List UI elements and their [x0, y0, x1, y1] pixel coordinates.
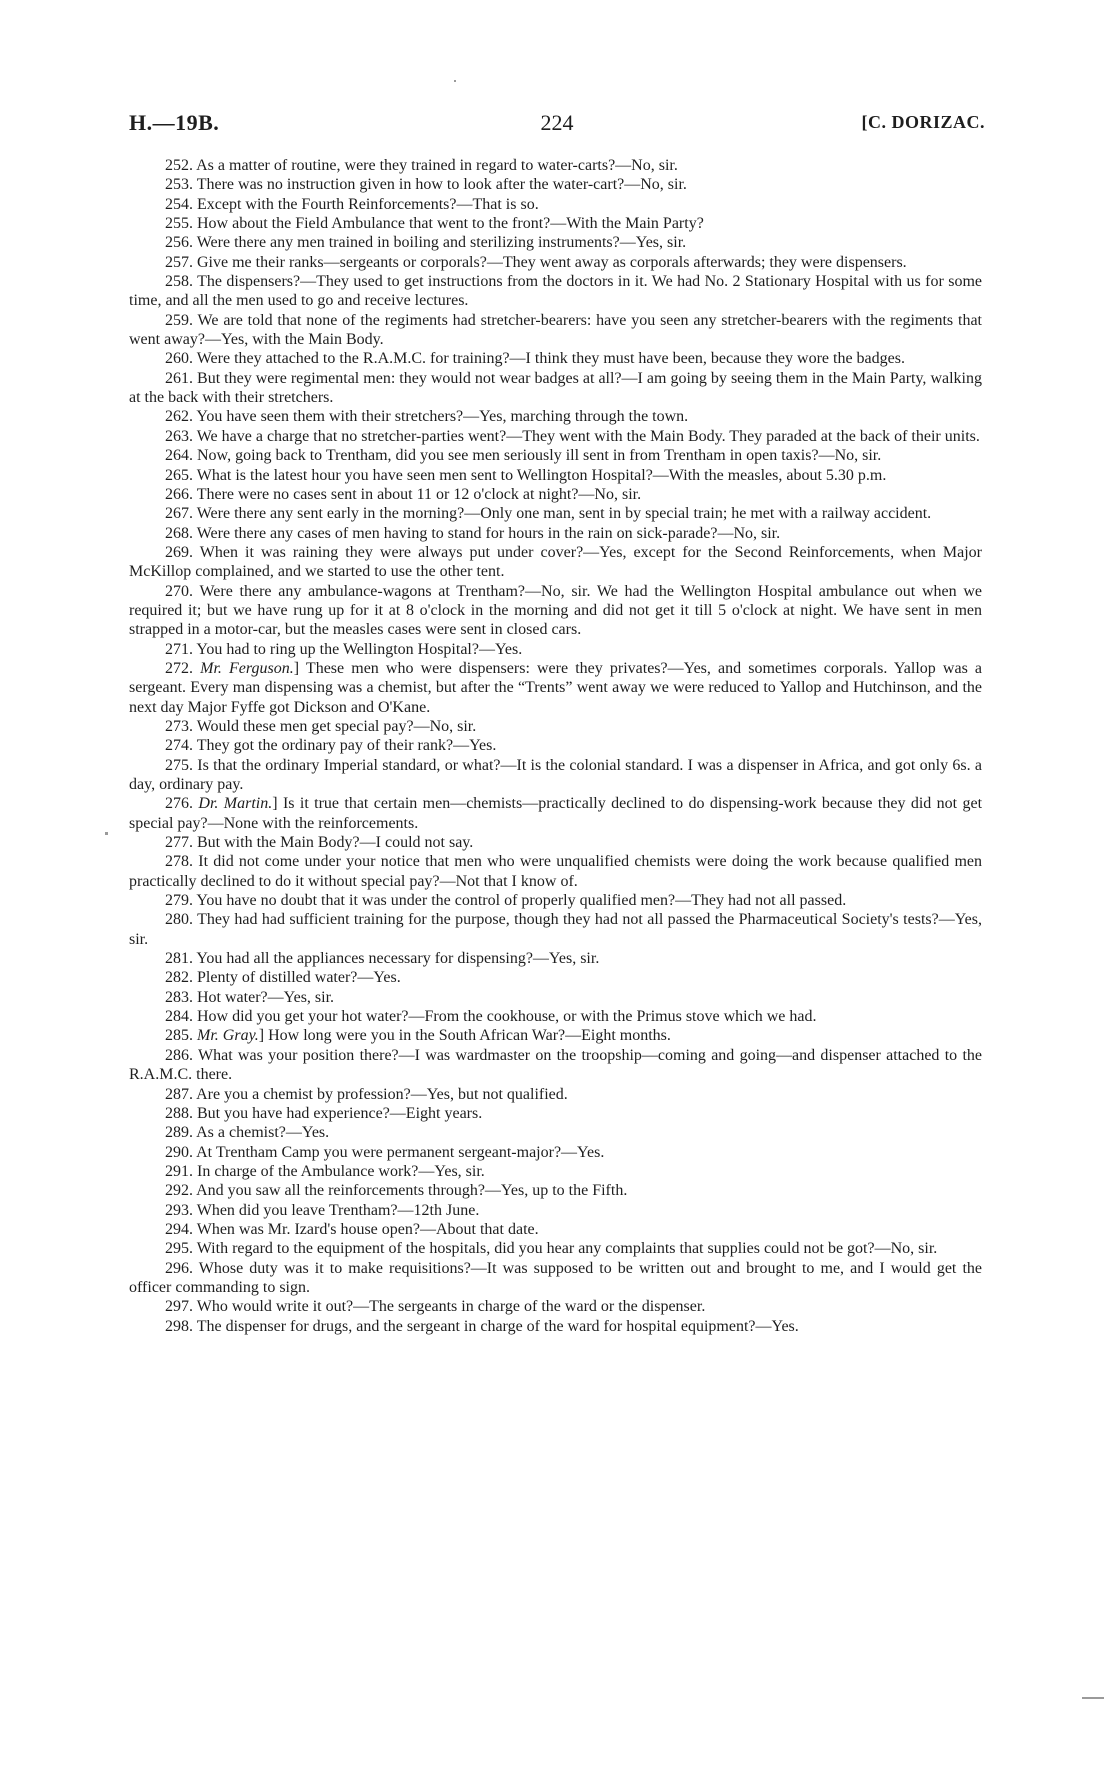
testimony-paragraph: [129, 524, 982, 543]
question-answer-text: Are you a chemist by profession?—Yes, but not qualified.: [193, 1085, 568, 1103]
testimony-paragraph: [129, 1123, 982, 1142]
testimony-paragraph: [129, 311, 982, 350]
question-number: 262.: [165, 408, 193, 426]
question-answer-text: Would these men get special pay?—No, sir.: [193, 717, 477, 735]
question-answer-text: When did you leave Trentham?—12th June.: [193, 1201, 480, 1219]
question-number: 290.: [165, 1143, 193, 1161]
question-number: 281.: [165, 950, 193, 968]
testimony-paragraph: [129, 1259, 982, 1298]
question-number: 286.: [165, 1046, 193, 1064]
question-answer-text: You had all the appliances necessary for dispensing?—Yes, sir.: [193, 950, 600, 968]
testimony-paragraph: [129, 1317, 982, 1336]
testimony-paragraph: [129, 891, 982, 910]
question-answer-text: You have no doubt that it was under the control of properly qualified men?—They had not all passed.: [193, 892, 847, 910]
question-number: 277.: [165, 834, 193, 852]
testimony-paragraph: [129, 1297, 982, 1316]
testimony-paragraph: [129, 1007, 982, 1026]
testimony-paragraph: [129, 833, 982, 852]
question-answer-text: Except with the Fourth Reinforcements?—That is so.: [193, 195, 539, 213]
speaker-name: Mr. Ferguson.: [200, 659, 294, 677]
question-number: 279.: [165, 892, 193, 910]
question-answer-text: What was your position there?—I was wardmaster on the troopship—coming and going—and dispenser attached to the R.A.M.C. there.: [129, 1046, 982, 1084]
testimony-paragraph: [129, 272, 982, 311]
question-number: 292.: [165, 1182, 193, 1200]
testimony-paragraph: [129, 369, 982, 408]
testimony-paragraph: [129, 195, 982, 214]
question-number: 264.: [165, 447, 193, 465]
question-answer-text: What is the latest hour you have seen men sent to Wellington Hospital?—With the measles, about 5.30 p.m.: [193, 466, 887, 484]
question-answer-text: You have seen them with their stretchers?—Yes, marching through the town.: [193, 408, 689, 426]
testimony-paragraph: [129, 543, 982, 582]
question-answer-text: They had had sufficient training for the purpose, though they had not all passed the Pharmaceutical Society's tests?—Yes, sir.: [129, 911, 982, 948]
question-answer-text: Give me their ranks—sergeants or corporals?—They went away as corporals afterwards; they were dispensers.: [193, 253, 907, 271]
question-answer-text: Were there any sent early in the morning?—Only one man, sent in by special train; he met with a railway accident.: [193, 505, 932, 523]
question-number: 272.: [165, 659, 193, 677]
question-number: 255.: [165, 215, 193, 233]
question-number: 257.: [165, 253, 193, 271]
question-number: 295.: [165, 1240, 193, 1258]
scan-artifact-dash: [1082, 1697, 1104, 1699]
question-number: 282.: [165, 969, 193, 987]
testimony-paragraph: [129, 640, 982, 659]
question-answer-text: ] These men who were dispensers: were they privates?—Yes, and sometimes corporals. Yallop was a sergeant. Every man dispensing was a chemist, but after the “Trents” went away we were reduced to Yallop and Hutchinson, and the next day Major Fyffe got Dickson and O'Kane.: [129, 659, 983, 716]
question-number: 254.: [165, 195, 193, 213]
testimony-paragraph: [129, 253, 982, 272]
testimony-paragraph: [129, 485, 982, 504]
testimony-paragraph: [129, 1026, 982, 1045]
question-number: 266.: [165, 485, 193, 503]
question-answer-text: The dispenser for drugs, and the sergeant in charge of the ward for hospital equipment?—Yes.: [193, 1317, 799, 1335]
testimony-paragraph: [129, 156, 982, 175]
question-answer-text: When it was raining they were always put under cover?—Yes, except for the Second Reinforcements, when Major McKillop complained, and we started to use the other tent.: [129, 543, 982, 581]
question-number: 252.: [165, 157, 193, 174]
testimony-paragraph: [129, 659, 982, 717]
question-number: 275.: [165, 756, 193, 774]
testimony-paragraph: [129, 968, 982, 987]
question-number: 256.: [165, 234, 193, 252]
testimony-paragraph: [129, 756, 982, 795]
question-answer-text: ] How long were you in the South African War?—Eight months.: [258, 1027, 671, 1045]
question-answer-text: You had to ring up the Wellington Hospital?—Yes.: [193, 640, 523, 658]
page-header: [129, 110, 985, 140]
testimony-paragraph: [129, 214, 982, 233]
question-number: 258.: [165, 273, 193, 291]
question-answer-text: As a chemist?—Yes.: [193, 1124, 330, 1142]
question-number: 287.: [165, 1085, 193, 1103]
document-reference: H.—19B.: [129, 110, 220, 135]
scan-artifact-dot: [454, 80, 456, 82]
testimony-paragraph: [129, 1162, 982, 1181]
question-answer-text: When was Mr. Izard's house open?—About that date.: [193, 1220, 539, 1238]
question-number: 280.: [165, 911, 193, 929]
testimony-paragraph: [129, 1046, 982, 1085]
question-number: 298.: [165, 1317, 193, 1335]
question-number: 278.: [165, 853, 193, 871]
question-answer-text: Is that the ordinary Imperial standard, or what?—It is the colonial standard. I was a dispenser in Africa, and got only 6s. a day, ordinary pay.: [129, 756, 982, 793]
testimony-paragraph: [129, 1239, 982, 1258]
question-number: 267.: [165, 505, 193, 523]
question-answer-text: Were there any ambulance-wagons at Trentham?—No, sir. We had the Wellington Hospital ambulance out when we required it; but we have rung up for it at 8 o'clock in the morning and did not get it till 5 o'clock at night. We have sent in men strapped in a motor-car, but the measles cases were sent in closed cars.: [129, 582, 982, 639]
question-answer-text: Hot water?—Yes, sir.: [193, 988, 335, 1006]
question-number: 283.: [165, 988, 193, 1006]
testimony-paragraph: [129, 736, 982, 755]
question-answer-text: They got the ordinary pay of their rank?—Yes.: [193, 737, 497, 755]
question-number: 253.: [165, 176, 193, 194]
question-answer-text: Now, going back to Trentham, did you see men seriously ill sent in from Trentham in open taxis?—No, sir.: [193, 447, 882, 465]
scan-artifact-dot: [105, 832, 108, 835]
testimony-paragraph: [129, 407, 982, 426]
question-number: 289.: [165, 1124, 193, 1142]
question-number: 294.: [165, 1220, 193, 1238]
question-answer-text: But they were regimental men: they would not wear badges at all?—I am going by seeing them in the Main Party, walking at the back with their stretchers.: [129, 369, 982, 407]
testimony-paragraph: [129, 1085, 982, 1104]
question-answer-text: With regard to the equipment of the hospitals, did you hear any complaints that supplies could not be got?—No, sir.: [193, 1240, 938, 1258]
testimony-paragraph: [129, 175, 982, 194]
testimony-paragraph: [129, 717, 982, 736]
question-number: 261.: [165, 369, 193, 387]
question-answer-text: How did you get your hot water?—From the cookhouse, or with the Primus stove which we had.: [193, 1008, 817, 1026]
question-answer-text: It did not come under your notice that men who were unqualified chemists were doing the work because qualified men practically declined to do it without special pay?—Not that I know of.: [129, 853, 982, 890]
question-answer-text: Were there any cases of men having to stand for hours in the rain on sick-parade?—No, sir.: [193, 524, 781, 542]
question-answer-text: Who would write it out?—The sergeants in charge of the ward or the dispenser.: [193, 1298, 706, 1316]
question-answer-text: But you have had experience?—Eight years.: [193, 1104, 483, 1122]
testimony-body: [129, 156, 982, 1336]
question-number: 263.: [165, 427, 193, 445]
question-answer-text: Plenty of distilled water?—Yes.: [193, 969, 401, 987]
question-number: 268.: [165, 524, 193, 542]
testimony-paragraph: [129, 794, 982, 833]
question-number: 259.: [165, 311, 193, 329]
question-number: 271.: [165, 640, 193, 658]
question-number: 273.: [165, 717, 193, 735]
testimony-paragraph: [129, 1143, 982, 1162]
question-answer-text: Whose duty was it to make requisitions?—It was supposed to be written out and brought to me, and I would get the officer commanding to sign.: [129, 1259, 982, 1296]
question-answer-text: At Trentham Camp you were permanent sergeant-major?—Yes.: [193, 1143, 605, 1161]
question-number: 288.: [165, 1104, 193, 1122]
question-answer-text: Were there any men trained in boiling and sterilizing instruments?—Yes, sir.: [193, 234, 687, 252]
question-answer-text: There were no cases sent in about 11 or 12 o'clock at night?—No, sir.: [193, 485, 642, 503]
question-answer-text: ] Is it true that certain men—chemists—practically declined to do dispensing-work because they did not get special pay?—None with the reinforcements.: [129, 795, 983, 832]
question-answer-text: We have a charge that no stretcher-parties went?—They went with the Main Body. They paraded at the back of their units.: [193, 427, 980, 445]
question-number: 270.: [165, 582, 193, 600]
question-number: 293.: [165, 1201, 193, 1219]
question-answer-text: Were they attached to the R.A.M.C. for training?—I think they must have been, because they wore the badges.: [193, 350, 905, 368]
question-number: 260.: [165, 350, 193, 368]
question-number: 269.: [165, 543, 193, 561]
testimony-paragraph: [129, 446, 982, 465]
question-number: 285.: [165, 1027, 193, 1045]
witness-name: [C. DORIZAC.: [861, 112, 985, 132]
testimony-paragraph: [129, 910, 982, 949]
question-answer-text: But with the Main Body?—I could not say.: [193, 834, 474, 852]
question-answer-text: And you saw all the reinforcements through?—Yes, up to the Fifth.: [193, 1182, 628, 1200]
speaker-name: Dr. Martin.: [198, 795, 273, 813]
question-answer-text: We are told that none of the regiments had stretcher-bearers: have you seen any stretcher-bearers with the regiments that went away?—Yes, with the Main Body.: [129, 311, 982, 349]
question-number: 274.: [165, 737, 193, 755]
question-number: 297.: [165, 1298, 193, 1316]
testimony-paragraph: [129, 988, 982, 1007]
testimony-paragraph: [129, 852, 982, 891]
testimony-paragraph: [129, 1201, 982, 1220]
speaker-name: Mr. Gray.: [197, 1027, 259, 1045]
question-number: 296.: [165, 1259, 193, 1277]
question-number: 276.: [165, 795, 193, 813]
question-answer-text: The dispensers?—They used to get instructions from the doctors in it. We had No. 2 Stationary Hospital with us for some time, and all the men used to go and receive lectures.: [129, 273, 982, 310]
testimony-paragraph: [129, 233, 982, 252]
testimony-paragraph: [129, 1104, 982, 1123]
question-answer-text: How about the Field Ambulance that went to the front?—With the Main Party?: [193, 215, 704, 233]
question-answer-text: There was no instruction given in how to look after the water-cart?—No, sir.: [193, 176, 687, 194]
testimony-paragraph: [129, 504, 982, 523]
question-answer-text: In charge of the Ambulance work?—Yes, sir.: [193, 1162, 485, 1180]
testimony-paragraph: [129, 349, 982, 368]
testimony-paragraph: [129, 427, 982, 446]
testimony-paragraph: [129, 949, 982, 968]
question-answer-text: As a matter of routine, were they trained in regard to water-carts?—No, sir.: [193, 157, 678, 174]
question-number: 291.: [165, 1162, 193, 1180]
testimony-paragraph: [129, 466, 982, 485]
question-number: 265.: [165, 466, 193, 484]
page-number: 224: [540, 110, 574, 135]
testimony-paragraph: [129, 1181, 982, 1200]
testimony-paragraph: [129, 1220, 982, 1239]
question-number: 284.: [165, 1008, 193, 1026]
testimony-paragraph: [129, 582, 982, 640]
